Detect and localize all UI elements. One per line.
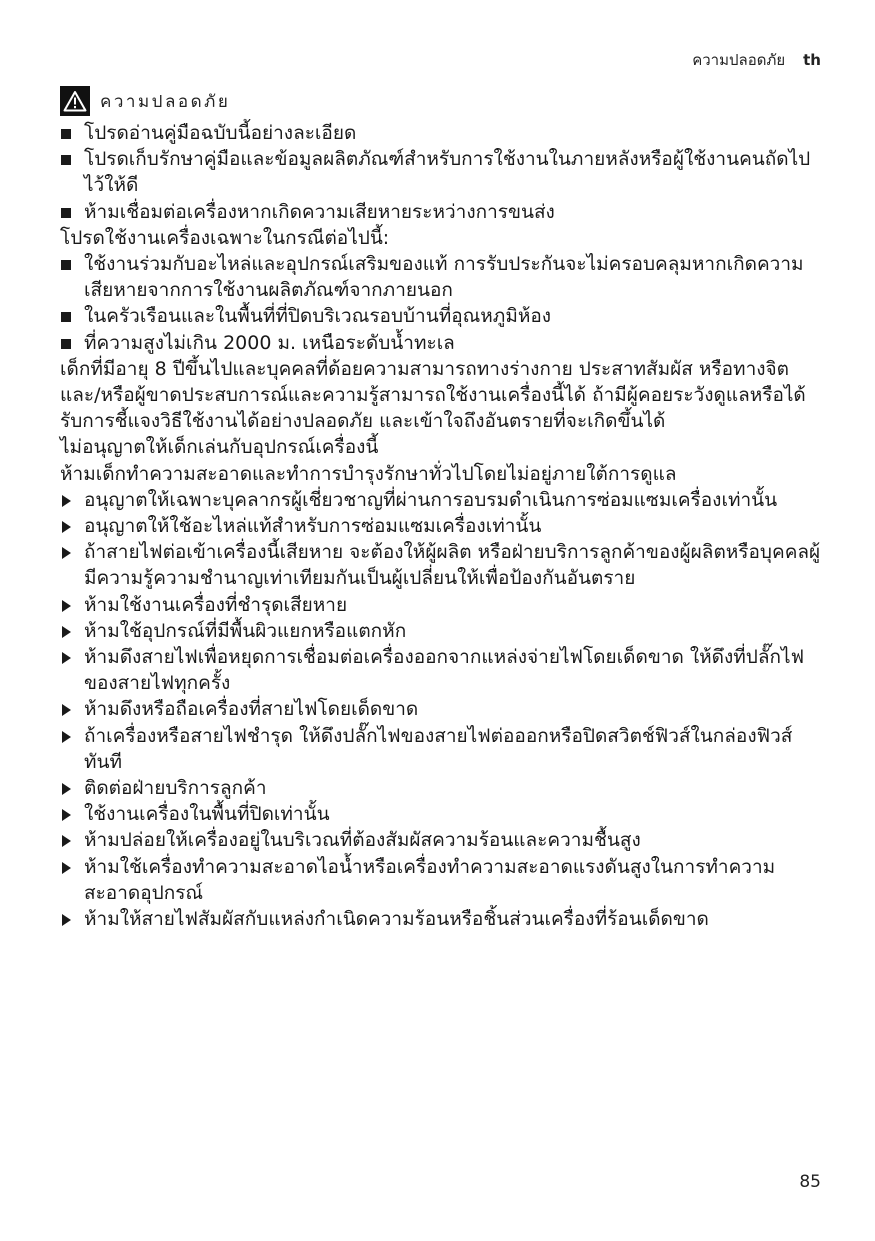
square-bullet-icon xyxy=(60,251,80,277)
instruction-item xyxy=(60,618,822,644)
triangle-bullet-icon xyxy=(60,513,80,540)
square-bullet-icon xyxy=(60,120,80,146)
instruction-item xyxy=(60,513,822,539)
instruction-item xyxy=(60,696,822,722)
triangle-bullet-icon xyxy=(60,775,80,802)
paragraph: ห้ามเด็กทำความสะอาดและทำการบำรุงรักษาทั่วไปโดยไม่อยู่ภายใต้การดูแล xyxy=(60,462,677,485)
safety-text xyxy=(60,120,822,932)
instruction-item xyxy=(60,487,822,513)
instruction-text: ห้ามให้สายไฟสัมผัสกับแหล่งกำเนิดความร้อนหรือชิ้นส่วนเครื่องที่ร้อนเด็ดขาด xyxy=(84,908,709,931)
triangle-bullet-icon xyxy=(60,801,80,828)
square-bullet-icon xyxy=(60,330,80,356)
triangle-bullet-icon xyxy=(60,854,80,881)
triangle-bullet-icon xyxy=(60,723,80,750)
instruction-text: ห้ามดึงหรือถือเครื่องที่สายไฟโดยเด็ดขาด xyxy=(84,698,419,721)
instruction-item xyxy=(60,906,822,932)
bullet-item xyxy=(60,330,822,356)
page-number: 85 xyxy=(799,1172,821,1192)
bullet-text: ใช้งานร่วมกับอะไหล่และอุปกรณ์เสริมของแท้ การรับประกันจะไม่ครอบคลุมหากเกิดความเสียหายจากการใช้งานผลิตภัณฑ์จากภายนอก xyxy=(84,253,804,302)
triangle-bullet-icon xyxy=(60,487,80,514)
bullet-item xyxy=(60,303,822,329)
instruction-text: ติดต่อฝ่ายบริการลูกค้า xyxy=(84,777,267,800)
instruction-text: ห้ามใช้เครื่องทำความสะอาดไอน้ำหรือเครื่องทำความสะอาดแรงดันสูงในการทำความสะอาดอุปกรณ์ xyxy=(84,855,776,904)
square-bullet-icon xyxy=(60,146,80,172)
instruction-item xyxy=(60,539,822,591)
bullet-text: ในครัวเรือนและในพื้นที่ที่ปิดบริเวณรอบบ้านที่อุณหภูมิห้อง xyxy=(84,305,552,328)
bullet-item xyxy=(60,120,822,146)
instruction-item xyxy=(60,592,822,618)
instruction-text: ห้ามดึงสายไฟเพื่อหยุดการเชื่อมต่อเครื่องออกจากแหล่งจ่ายไฟโดยเด็ดขาด ให้ดึงที่ปลั๊กไฟของสายไฟทุกครั้ง xyxy=(84,646,805,695)
triangle-bullet-icon xyxy=(60,644,80,671)
running-header xyxy=(692,48,821,72)
instruction-item xyxy=(60,854,822,906)
instruction-text: ใช้งานเครื่องในพื้นที่ปิดเท่านั้น xyxy=(84,803,330,826)
bullet-text: ที่ความสูงไม่เกิน 2000 ม. เหนือระดับน้ำทะเล xyxy=(84,331,455,354)
instruction-item xyxy=(60,801,822,827)
bullet-item xyxy=(60,199,822,225)
paragraph: เด็กที่มีอายุ 8 ปีขึ้นไปและบุคคลที่ด้อยความสามารถทางร่างกาย ประสาทสัมผัส หรือทางจิต และ/หรือผู้ขาดประสบการณ์และความรู้สามารถใช้งานเครื่องนี้ได้ ถ้ามีผู้คอยระวังดูแลหรือได้รับการชี้แจงวิธีใช้งานได้อย่างปลอดภัย และเข้าใจถึงอันตรายที่จะเกิดขึ้นได้ xyxy=(60,357,806,433)
triangle-bullet-icon xyxy=(60,906,80,933)
instruction-text: อนุญาตให้ใช้อะไหล่แท้สำหรับการซ่อมแซมเครื่องเท่านั้น xyxy=(84,515,542,538)
triangle-bullet-icon xyxy=(60,696,80,723)
bullet-text: โปรดเก็บรักษาคู่มือและข้อมูลผลิตภัณฑ์สำหรับการใช้งานในภายหลังหรือผู้ใช้งานคนถัดไปไว้ให้ดี xyxy=(84,148,811,197)
instruction-item xyxy=(60,723,822,775)
instruction-item xyxy=(60,827,822,853)
triangle-bullet-icon xyxy=(60,592,80,619)
instruction-text: ห้ามใช้งานเครื่องที่ชำรุดเสียหาย xyxy=(84,593,348,616)
instruction-item xyxy=(60,775,822,801)
instruction-text: ถ้าสายไฟต่อเข้าเครื่องนี้เสียหาย จะต้องให้ผู้ผลิต หรือฝ่ายบริการลูกค้าของผู้ผลิตหรือบุคคลผู้มีความรู้ความชำนาญเท่าเทียมกันเป็นผู้เปลี่ยนให้เพื่อป้องกันอันตราย xyxy=(84,541,821,590)
language-code: th xyxy=(803,51,821,69)
section-title: ความปลอดภัย xyxy=(100,91,231,112)
triangle-bullet-icon xyxy=(60,827,80,854)
instruction-text: ห้ามใช้อุปกรณ์ที่มีพื้นผิวแยกหรือแตกหัก xyxy=(84,619,407,642)
triangle-bullet-icon xyxy=(60,618,80,645)
bullet-text: ห้ามเชื่อมต่อเครื่องหากเกิดความเสียหายระหว่างการขนส่ง xyxy=(84,200,555,223)
bullet-item xyxy=(60,146,822,198)
instruction-item xyxy=(60,644,822,696)
warning-triangle-icon xyxy=(60,86,90,116)
bullet-item xyxy=(60,251,822,303)
bullet-text: โปรดอ่านคู่มือฉบับนี้อย่างละเอียด xyxy=(84,122,357,144)
instruction-text: อนุญาตให้เฉพาะบุคลากรผู้เชี่ยวชาญที่ผ่านการอบรมดำเนินการซ่อมแซมเครื่องเท่านั้น xyxy=(84,488,778,511)
square-bullet-icon xyxy=(60,199,80,225)
square-bullet-icon xyxy=(60,303,80,329)
paragraph: โปรดใช้งานเครื่องเฉพาะในกรณีต่อไปนี้: xyxy=(60,226,390,249)
running-header-section: ความปลอดภัย xyxy=(692,51,786,69)
instruction-text: ถ้าเครื่องหรือสายไฟชำรุด ให้ดึงปลั๊กไฟของสายไฟต่อออกหรือปิดสวิตช์ฟิวส์ในกล่องฟิวส์ทันที xyxy=(84,724,793,773)
triangle-bullet-icon xyxy=(60,539,80,566)
paragraph: ไม่อนุญาตให้เด็กเล่นกับอุปกรณ์เครื่องนี้ xyxy=(60,436,379,459)
document-body xyxy=(60,84,822,932)
instruction-text: ห้ามปล่อยให้เครื่องอยู่ในบริเวณที่ต้องสัมผัสความร้อนและความชื้นสูง xyxy=(84,829,641,852)
section-heading xyxy=(60,84,822,118)
